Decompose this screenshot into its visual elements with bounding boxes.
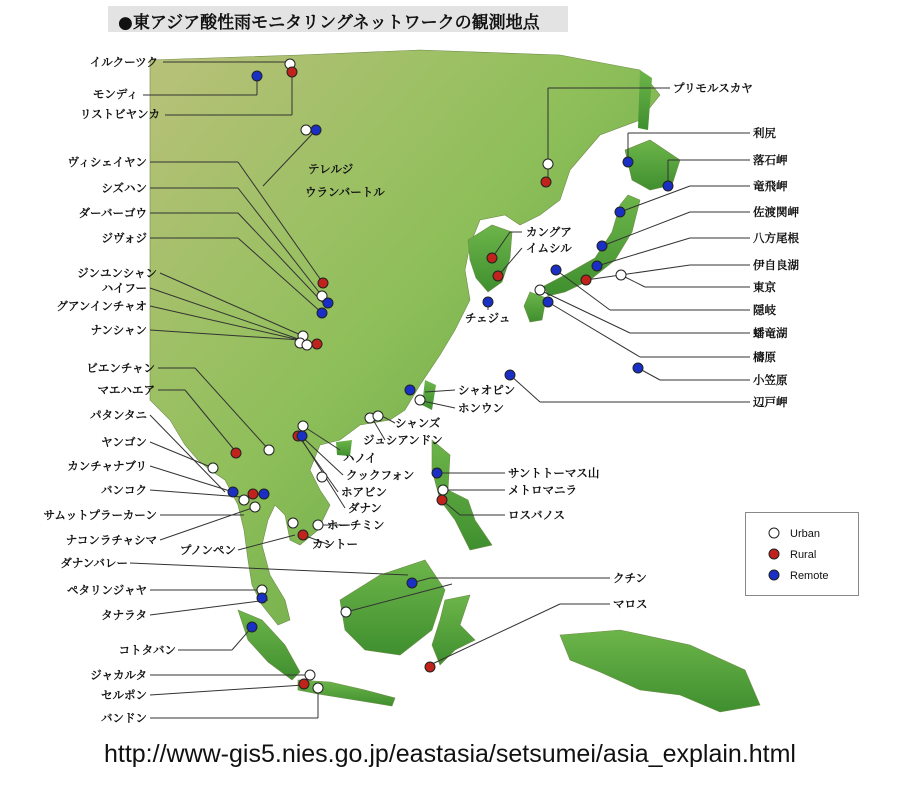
label-danang: ダナン — [348, 501, 382, 515]
legend-rural-label: Rural — [790, 549, 817, 561]
marker-ochiishi — [663, 181, 673, 191]
marker-kanchanaburi — [228, 487, 238, 497]
marker-nakhonratchasima — [259, 489, 269, 499]
label-terelj: テレルジ — [308, 162, 354, 176]
marker-mtsantotomas — [432, 468, 442, 478]
marker-sadoseki — [597, 241, 607, 251]
label-cheju: チェジュ — [465, 311, 511, 325]
new-guinea — [560, 630, 760, 712]
marker-kototabang — [247, 622, 257, 632]
label-hedo: 辺戸岬 — [753, 395, 788, 409]
label-tokyo: 東京 — [753, 280, 776, 294]
legend-urban-marker — [769, 528, 779, 538]
marker-happo — [592, 261, 602, 271]
marker-nanshan — [312, 339, 322, 349]
label-jinyunshan: ジンユンシャン — [77, 266, 157, 280]
label-yusuhara: 檮原 — [753, 350, 776, 364]
legend-rural-marker — [769, 549, 779, 559]
marker-terelj — [311, 125, 321, 135]
label-ochiishi: 落石岬 — [753, 153, 788, 167]
marker-mondy — [252, 71, 262, 81]
marker-hedo — [505, 370, 515, 380]
label-ijira: 伊自良湖 — [753, 258, 799, 272]
label-maros: マロス — [613, 597, 648, 611]
label-petalingjaya: ペタリンジャヤ — [67, 583, 147, 597]
label-vientiane: ビエンチャン — [86, 361, 155, 375]
label-tanahrata: タナラタ — [101, 608, 147, 622]
marker-serpong — [299, 679, 309, 689]
map-title: ●東アジア酸性雨モニタリングネットワークの観測地点 — [118, 13, 540, 33]
marker-weishuiyuan — [318, 278, 328, 288]
legend-remote-label: Remote — [790, 570, 829, 582]
label-rishiri: 利尻 — [753, 126, 776, 140]
label-guanyinqiao: グアンインチャオ — [56, 299, 147, 313]
sumatra — [238, 610, 300, 680]
label-mtsantotomas: サントトーマス山 — [508, 466, 600, 480]
marker-jiwozi — [317, 308, 327, 318]
marker-kuching — [341, 607, 351, 617]
label-cucphuong: クックフォン — [346, 468, 415, 482]
label-kanchanaburi: カンチャナブリ — [67, 459, 147, 473]
label-nanshan: ナンシャン — [90, 323, 147, 337]
label-shizhan: シズハン — [101, 181, 147, 195]
label-samutprakarn: サムットプラーカーン — [43, 508, 157, 522]
marker-cheju — [483, 297, 493, 307]
marker-hongwen — [415, 395, 425, 405]
marker-bandung — [313, 683, 323, 693]
label-danumvalley: ダナンバレー — [60, 556, 128, 570]
label-phnompenh: プノンペン — [179, 543, 236, 557]
japan-kyushu — [524, 292, 546, 322]
label-imsil: イムシル — [526, 241, 572, 255]
marker-guanyinqiao — [302, 340, 312, 350]
marker-maros — [425, 662, 435, 672]
marker-listvyanka — [287, 67, 297, 77]
label-cantho: カントー — [312, 537, 358, 551]
label-hochiminh: ホーチミン — [327, 518, 385, 532]
label-kuching: クチン — [613, 571, 647, 585]
label-patumthani: パタンタニ — [89, 408, 147, 422]
label-hongwen: ホンウン — [458, 401, 504, 415]
marker-samutprakarn — [250, 502, 260, 512]
label-hanoi: ハノイ — [343, 451, 377, 465]
legend-remote-marker — [769, 570, 779, 580]
marker-phnompenh — [288, 518, 298, 528]
marker-ijira — [581, 275, 591, 285]
label-yangon: ヤンゴン — [101, 435, 147, 449]
marker-zhuxiandong — [373, 411, 383, 421]
label-bandung: バンドン — [101, 711, 147, 725]
label-metromanila: メトロマニラ — [508, 483, 577, 497]
label-jakarta: ジャカルタ — [90, 668, 147, 682]
marker-cantho — [298, 530, 308, 540]
label-bangkok: バンコク — [101, 483, 147, 497]
label-sadoseki: 佐渡関岬 — [753, 205, 799, 219]
java — [298, 680, 395, 706]
marker-metromanila — [438, 485, 448, 495]
legend — [745, 512, 859, 596]
label-hoabinh: ホアビン — [341, 485, 387, 499]
label-irkutsk: イルクーツク — [89, 55, 158, 69]
marker-banryu — [535, 285, 545, 295]
marker-hochiminh — [313, 520, 323, 530]
marker-tanahrata — [257, 593, 267, 603]
legend-swatches — [746, 513, 858, 595]
marker-primorskaya-rural — [541, 177, 551, 187]
marker-primorskaya — [543, 159, 553, 169]
marker-rishiri — [623, 157, 633, 167]
marker-vientiane — [264, 445, 274, 455]
marker-jakarta — [305, 670, 315, 680]
label-haifu: ハイフー — [101, 281, 147, 295]
marker-hanoi — [298, 421, 308, 431]
marker-tappi — [615, 207, 625, 217]
label-nakhonratchasima: ナコンラチャシマ — [65, 533, 157, 547]
marker-maehia — [231, 448, 241, 458]
label-serpong: セルポン — [101, 688, 147, 702]
marker-xiaoping — [405, 385, 415, 395]
legend-urban-label: Urban — [790, 528, 820, 540]
marker-danumvalley — [407, 578, 417, 588]
mainland-asia — [150, 50, 660, 625]
label-xiaoping: シャオピン — [458, 383, 516, 397]
marker-ulaanbaatar — [301, 125, 311, 135]
marker-bangkok — [239, 495, 249, 505]
taiwan — [422, 380, 436, 410]
marker-yusuhara — [543, 297, 553, 307]
marker-patumthani — [248, 489, 258, 499]
label-weishuiyuan: ヴィシェイヤン — [67, 155, 147, 169]
marker-yangon — [208, 463, 218, 473]
label-mondy: モンディ — [92, 87, 138, 101]
label-xiangzhou: シャンズ — [395, 416, 441, 430]
label-kanghwa: カングア — [526, 225, 572, 239]
marker-oki — [551, 265, 561, 275]
label-kototabang: コトタバン — [118, 643, 176, 657]
label-jiwozi: ジヴォジ — [101, 231, 147, 245]
label-ogasawara: 小笠原 — [753, 373, 788, 387]
marker-losbanos — [437, 495, 447, 505]
marker-kanghwa — [487, 253, 497, 263]
sakhalin — [638, 70, 652, 130]
marker-ogasawara — [633, 363, 643, 373]
marker-danang — [317, 472, 327, 482]
label-ulaanbaatar: ウランバートル — [305, 185, 385, 199]
label-oki: 隠岐 — [753, 303, 776, 317]
marker-dabagou — [323, 298, 333, 308]
marker-cucphuong — [297, 431, 307, 441]
label-dabagou: ダーバーゴウ — [78, 206, 147, 220]
label-banryu: 蟠竜湖 — [753, 326, 788, 340]
label-tappi: 竜飛岬 — [753, 179, 788, 193]
label-happo: 八方尾根 — [753, 231, 799, 245]
label-maehia: マエハエア — [97, 383, 155, 397]
source-url: http://www-gis5.nies.go.jp/eastasia/setsumei/asia_explain.html — [103, 740, 796, 768]
label-listvyanka: リストビヤンカ — [79, 107, 160, 121]
label-primorskaya: プリモルスカヤ — [673, 81, 753, 95]
marker-imsil — [493, 271, 503, 281]
label-zhuxiandong: ジュシアンドン — [363, 433, 443, 447]
label-losbanos: ロスバノス — [508, 508, 566, 522]
marker-tokyo — [616, 270, 626, 280]
